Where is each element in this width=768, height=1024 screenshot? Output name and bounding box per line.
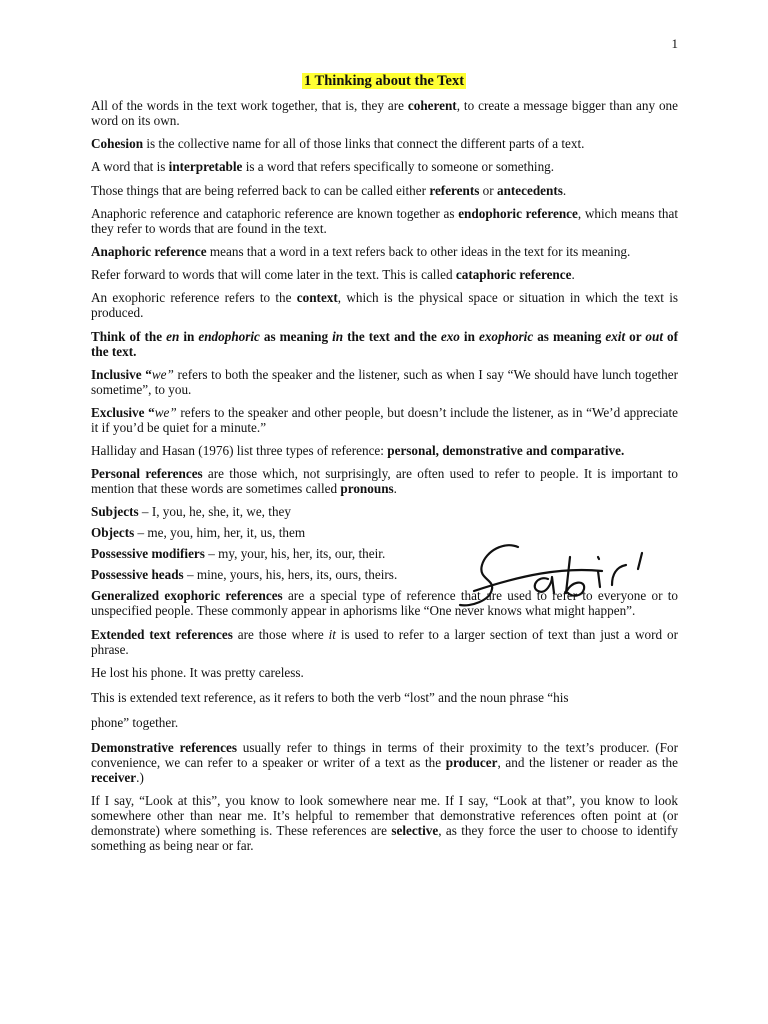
paragraph-extended-explanation-cont [91,715,678,730]
paragraph-halliday-hasan [91,443,678,458]
text-run: coherent [407,98,457,113]
paragraph-extended-text [91,627,678,657]
page-title: 1 Thinking about the Text [303,73,465,89]
text-run: exit [605,328,626,344]
text-run: are those where [232,626,329,642]
signature-stroke [460,545,518,605]
text-run: Objects [91,525,135,541]
paragraph-endophoric [91,206,678,236]
text-run: , which is the physical space or situation in which the text is produced. [91,290,679,321]
paragraph-anaphoric [91,244,678,259]
text-run: . [562,182,567,198]
text-run: Anaphoric reference [91,243,207,259]
text-run: means that a word in a text refers back to other ideas in the text for its meaning. [206,243,631,259]
paragraph-exophoric [91,290,678,320]
text-run: Generalized exophoric references [91,588,283,604]
signature-stroke [638,553,642,569]
text-run: selective [391,823,439,838]
text-run: in [459,328,479,344]
page-number: 1 [671,36,678,51]
text-run: Possessive heads [91,567,184,583]
text-run: Personal references [91,466,203,482]
text-run: endophoric [198,328,260,344]
paragraph-referents [91,183,678,198]
paragraph-interpretable [91,159,678,174]
text-run: in [179,328,199,344]
text-run: Exclusive “ [91,404,155,420]
text-run: , to create a message bigger than any one word on its own. [91,98,679,128]
text-run: is the collective name for all of those links that connect the different parts of a text. [143,136,585,152]
document-body [91,98,678,861]
text-run: Possessive modifiers [91,546,205,562]
text-run: Those things that are being referred back to can be called either [91,182,430,198]
text-run: are a special type of reference that are used to refer to everyone or to unspecified people. These commonly appear in aphorisms like “One never knows what might happen”. [91,588,678,619]
text-run: we” [151,366,174,382]
text-run: Think of the [91,328,167,344]
text-run: the text and the [343,328,441,344]
paragraph-cohesion [91,136,678,151]
paragraph-extended-explanation [91,690,678,705]
signature-stroke [598,571,600,587]
text-run: An exophoric reference refers to the [91,290,297,306]
paragraph-look-at-this [91,793,678,853]
text-run: producer [445,754,498,770]
text-run: are those which, not surprisingly, are often used to refer to people. It is important to mention that these words are sometimes called [91,466,678,497]
text-run: Halliday and Hasan (1976) list three types of reference: [91,443,388,459]
text-run: referents [429,182,480,198]
text-run: Extended text references [91,626,233,642]
text-run: refers to both the speaker and the listener, such as when I say “We should have lunch together sometime”, to you. [91,366,678,397]
text-run: phone” together. [91,714,179,730]
signature-stroke [566,557,584,596]
text-run: personal, demonstrative and comparative. [387,443,625,459]
text-run: interpretable [168,159,243,175]
paragraph-example-phone [91,665,678,680]
text-run: .) [136,769,144,785]
text-run: as meaning [259,328,333,344]
text-run: or [479,182,497,198]
handwritten-signature [452,535,732,615]
text-run: Demonstrative references [91,739,237,755]
text-run: , and the listener or reader as the [497,754,678,770]
text-run: or [625,328,646,344]
text-run: is used to refer to a larger section of text than just a word or phrase. [91,626,678,657]
signature-stroke [598,557,599,559]
text-run: – mine, yours, his, hers, its, ours, theirs. [183,567,398,583]
text-run: of the text. [91,328,679,359]
text-run: . [571,267,575,283]
paragraph-en-exo-tip [91,329,678,359]
paragraph-personal-references [91,466,678,496]
signature-stroke [612,565,626,585]
text-run: Cohesion [91,136,144,152]
text-run: receiver [91,769,137,785]
text-run: context [296,290,338,306]
text-run: All of the words in the text work together, that is, they are [91,98,408,113]
text-run: pronouns [340,481,394,497]
text-run: A word that is [91,159,169,175]
text-run: He lost his phone. It was pretty careless. [91,664,304,680]
text-run: , as they force the user to choose to identify something as being near or far. [91,823,678,853]
text-run: Subjects [91,504,139,520]
list-item-subjects [91,504,678,519]
text-run: If I say, “Look at this”, you know to look somewhere near me. If I say, “Look at that”, you know to look somewhere other than near me. It’s helpful to remember that demonstrative references often point at (or demonstrate) where something is. These references are [91,793,678,838]
text-run: , which means that they refer to words that are found in the text. [91,205,678,236]
text-run: usually refer to things in terms of their proximity to the text’s producer. (For convenience, we can refer to a speaker or writer of a text as the [91,739,679,770]
paragraph-cataphoric [91,267,678,282]
text-run: – me, you, him, her, it, us, them [134,525,306,541]
text-run: Anaphoric reference and cataphoric reference are known together as [91,205,459,221]
text-run: exophoric [478,328,534,344]
text-run: it [328,626,336,642]
page-title-container [0,72,768,90]
text-run: – my, your, his, her, its, our, their. [204,546,386,562]
text-run: Inclusive “ [91,366,152,382]
text-run: exo [440,328,460,344]
text-run: is a word that refers specifically to someone or something. [242,159,555,175]
text-run: . [393,481,397,497]
text-run: as meaning [533,328,606,344]
text-run: en [166,328,180,344]
paragraph-demonstrative [91,740,678,785]
text-run: in [332,328,344,344]
text-run: out [645,328,663,344]
text-run: refers to the speaker and other people, but doesn’t include the listener, as in “We’d appreciate it if you’d be quiet for a minute.” [91,404,679,435]
text-run: antecedents [496,182,563,198]
paragraph-inclusive-we [91,367,678,397]
text-run: endophoric reference [458,205,578,221]
paragraph-coherent [91,98,678,128]
text-run: Refer forward to words that will come later in the text. This is called [91,267,456,283]
text-run: cataphoric reference [455,267,572,283]
text-run: we” [154,404,177,420]
signature-stroke [535,577,554,593]
paragraph-exclusive-we [91,405,678,435]
text-run: This is extended text reference, as it refers to both the verb “lost” and the noun phrase “his [91,689,569,705]
text-run: – I, you, he, she, it, we, they [138,504,291,520]
